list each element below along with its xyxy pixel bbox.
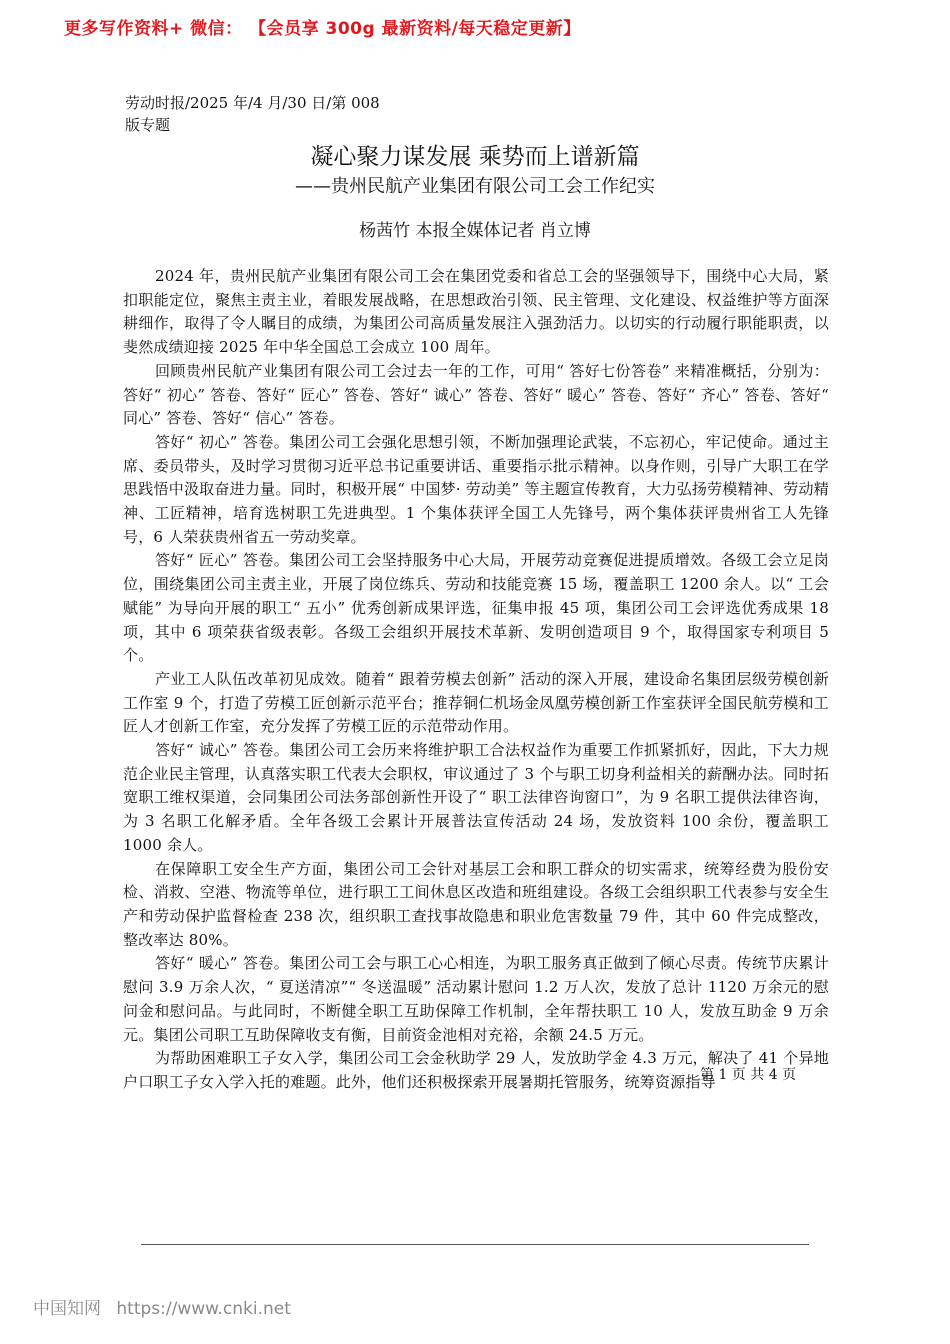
article-title: 凝心聚力谋发展 乘势而上谱新篇 bbox=[310, 144, 640, 170]
paragraph: 答好“ 匠心” 答卷。集团公司工会坚持服务中心大局，开展劳动竞赛促进提质增效。各级工会立足岗位，围绕集团公司主责主业，开展了岗位练兵、劳动和技能竞赛 15 场，覆盖职工 1200 余人。以“ 工会赋能” 为导向开展的职工“ 五小” 优秀创新成果评选，征集申报 45 项，集团公司工会评选优秀成果 18 项，其中 6 项荣获省级表彰。各级工会组织开展技术革新、发明创造项目 9 个，取得国家专利项目 5 个。 bbox=[123, 551, 829, 665]
paragraph: 答好“ 诚心” 答卷。集团公司工会历来将维护职工合法权益作为重要工作抓紧抓好，因此，下大力规范企业民主管理，认真落实职工代表大会职权，审议通过了 3 个与职工切身利益相关的薪酬办法。同时拓宽职工维权渠道，会同集团公司法务部创新性开设了“ 职工法律咨询窗口”，为 9 名职工提供法律咨询，为 3 名职工化解矛盾。全年各级工会累计开展普法宣传活动 24 场，发放资料 100 余份，覆盖职工 1000 余人。 bbox=[123, 741, 829, 854]
publication-source: 劳动时报/2025 年/4 月/30 日/第 008 版专题 bbox=[125, 94, 380, 134]
footer-watermark bbox=[33, 1294, 301, 1319]
divider bbox=[141, 1244, 809, 1245]
paragraph: 答好“ 暖心” 答卷。集团公司工会与职工心心相连，为职工服务真正做到了倾心尽责。传统节庆累计慰问 3.9 万余人次，“ 夏送清凉”“ 冬送温暖” 活动累计慰问 1.2 万人次，发放了总计 1120 万余元的慰问金和慰问品。与此同时，不断健全职工互助保障工作机制，全年帮扶职工 10 人，发放互助金 9 万余元。集团公司职工互助保障收支有衡，目前资金池相对充裕，余额 24.5 万元。 bbox=[123, 954, 829, 1044]
article-body bbox=[123, 265, 829, 1095]
paragraph: 在保障职工安全生产方面，集团公司工会针对基层工会和职工群众的切实需求，统筹经费为股份安检、消救、空港、物流等单位，进行职工工间休息区改造和班组建设。各级工会组织职工代表参与安全生产和劳动保护监督检查 238 次，组织职工查找事故隐患和职业危害数量 79 件，其中 60 件完成整改，整改率达 80%。 bbox=[123, 859, 829, 949]
page-number: 第 1 页 共 4 页 bbox=[700, 1067, 797, 1083]
paragraph: 产业工人队伍改革初见成效。随着“ 跟着劳模去创新” 活动的深入开展，建设命名集团层级劳模创新工作室 9 个，打造了劳模工匠创新示范平台；推荐铜仁机场金凤凰劳模创新工作室获评全国民航劳模和工匠人才创新工作室，充分发挥了劳模工匠的示范带动作用。 bbox=[123, 669, 829, 736]
article-subtitle: ——贵州民航产业集团有限公司工会工作纪实 bbox=[295, 176, 655, 197]
paragraph: 回顾贵州民航产业集团有限公司工会过去一年的工作，可用“ 答好七份答卷” 来精准概括，分别为：答好“ 初心” 答卷、答好“ 匠心” 答卷、答好“ 诚心” 答卷、答好“ 暖心” 答卷、答好“ 齐心” 答卷、答好“ 同心” 答卷、答好“ 信心” 答卷。 bbox=[123, 361, 829, 428]
paragraph: 2024 年，贵州民航产业集团有限公司工会在集团党委和省总工会的坚强领导下，围绕中心大局，紧扣职能定位，聚焦主责主业，着眼发展战略，在思想政治引领、民主管理、文化建设、权益维护等方面深耕细作，取得了令人瞩目的成绩，为集团公司高质量发展注入强劲活力。以切实的行动履行职能职责，以斐然成绩迎接 2025 年中华全国总工会成立 100 周年。 bbox=[123, 267, 829, 357]
paragraph: 为帮助困难职工子女入学，集团公司工会金秋助学 29 人，发放助学金 4.3 万元，解决了 41 个异地户口职工子女入学入托的难题。此外，他们还积极探索开展暑期托管服务，统筹资源指导 bbox=[123, 1049, 829, 1091]
article-authors: 杨茜竹 本报全媒体记者 肖立博 bbox=[359, 221, 591, 241]
footer-url[interactable]: https://www.cnki.net bbox=[116, 1299, 291, 1319]
promo-banner: 更多写作资料+ 微信： 【会员享 300g 最新资料/每天稳定更新】 bbox=[64, 19, 581, 39]
paragraph: 答好“ 初心” 答卷。集团公司工会强化思想引领，不断加强理论武装，不忘初心，牢记使命。通过主席、委员带头，及时学习贯彻习近平总书记重要讲话、重要指示批示精神。以身作则，引导广大职工在学思践悟中汲取奋进力量。同时，积极开展“ 中国梦· 劳动美” 等主题宣传教育，大力弘扬劳模精神、劳动精神、工匠精神，培育选树职工先进典型。1 个集体获评全国工人先锋号，两个集体获评贵州省工人先锋号，6 人荣获贵州省五一劳动奖章。 bbox=[123, 432, 829, 546]
footer-brand: 中国知网 bbox=[33, 1299, 101, 1319]
